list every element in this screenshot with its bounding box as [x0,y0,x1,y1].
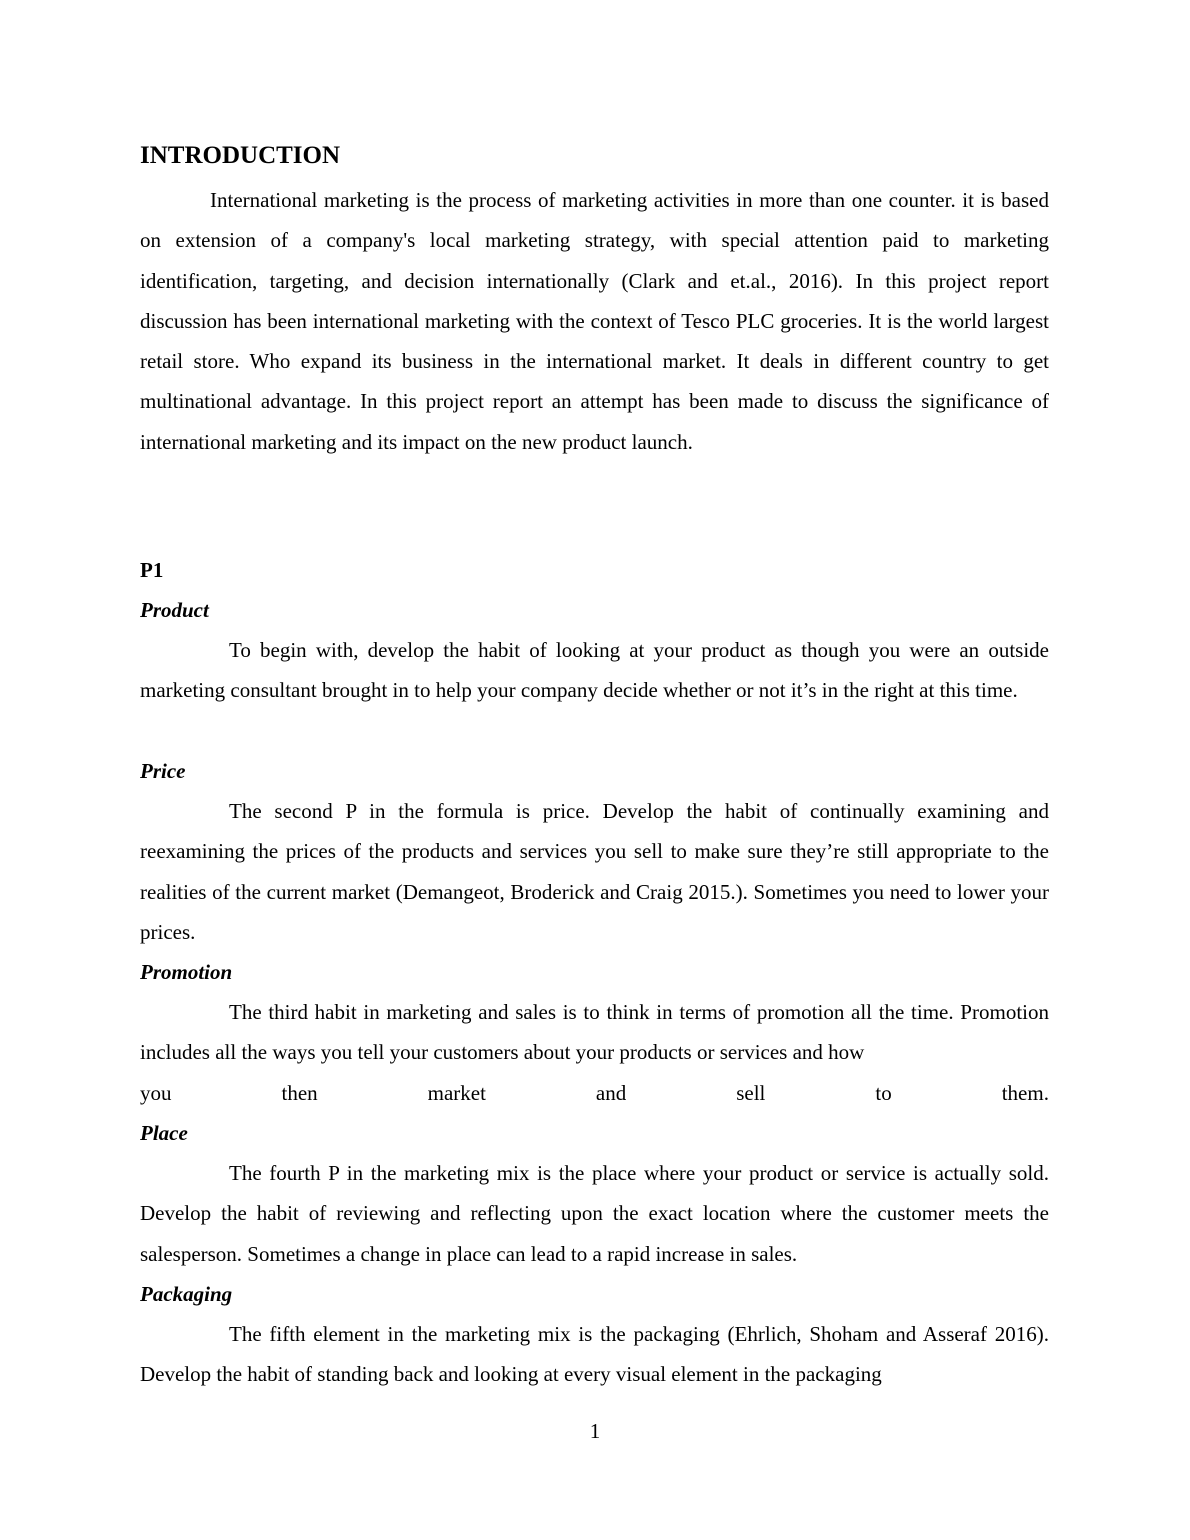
packaging-heading: Packaging [140,1282,233,1306]
packaging-paragraph: The fifth element in the marketing mix is the packaging (Ehrlich, Shoham and Asseraf 2016). Develop the habit of standing back and looking at every visual element in the packaging [140,1322,1049,1387]
promotion-word: them. [1001,1080,1049,1105]
section-label-p1: P1 [140,558,164,582]
promotion-word: and [595,1080,627,1105]
promotion-word: then [281,1080,318,1105]
price-heading: Price [140,759,186,783]
promotion-block [140,992,1049,1113]
promotion-paragraph: The third habit in marketing and sales is to think in terms of promotion all the time. Promotion includes all the ways you tell your customers about your products or services and how [140,1000,1049,1065]
promotion-word: sell [736,1080,766,1105]
place-paragraph: The fourth P in the marketing mix is the place where your product or service is actually sold. Develop the habit of reviewing and reflecting upon the exact location where the customer meets the salesperson. Sometimes a change in place can lead to a rapid increase in sales. [140,1161,1049,1266]
promotion-word: to [875,1080,892,1105]
promotion-word: market [427,1080,486,1105]
introduction-heading: INTRODUCTION [140,142,341,169]
page-number: 1 [589,1419,601,1443]
product-heading: Product [140,598,209,622]
introduction-paragraph: International marketing is the process of marketing activities in more than one counter. it is based on extension of a company's local marketing strategy, with special attention paid to marketing identification, targeting, and decision internationally (Clark and et.al., 2016). In this project report discussion has been international marketing with the context of Tesco PLC groceries. It is the world largest retail store. Who expand its business in the international market. It deals in different country to get multinational advantage. In this project report an attempt has been made to discuss the significance of international marketing and its impact on the new product launch. [140,188,1049,454]
place-heading: Place [140,1121,188,1145]
product-paragraph: To begin with, develop the habit of looking at your product as though you were an outside marketing consultant brought in to help your company decide whether or not it’s in the right at this time. [140,638,1049,703]
promotion-spread-line [140,1073,1049,1113]
promotion-word: you [140,1080,172,1105]
price-paragraph: The second P in the formula is price. Develop the habit of continually examining and reexamining the prices of the products and services you sell to make sure they’re still appropriate to the realities of the current market (Demangeot, Broderick and Craig 2015.). Sometimes you need to lower your prices. [140,799,1049,944]
promotion-heading: Promotion [140,960,233,984]
